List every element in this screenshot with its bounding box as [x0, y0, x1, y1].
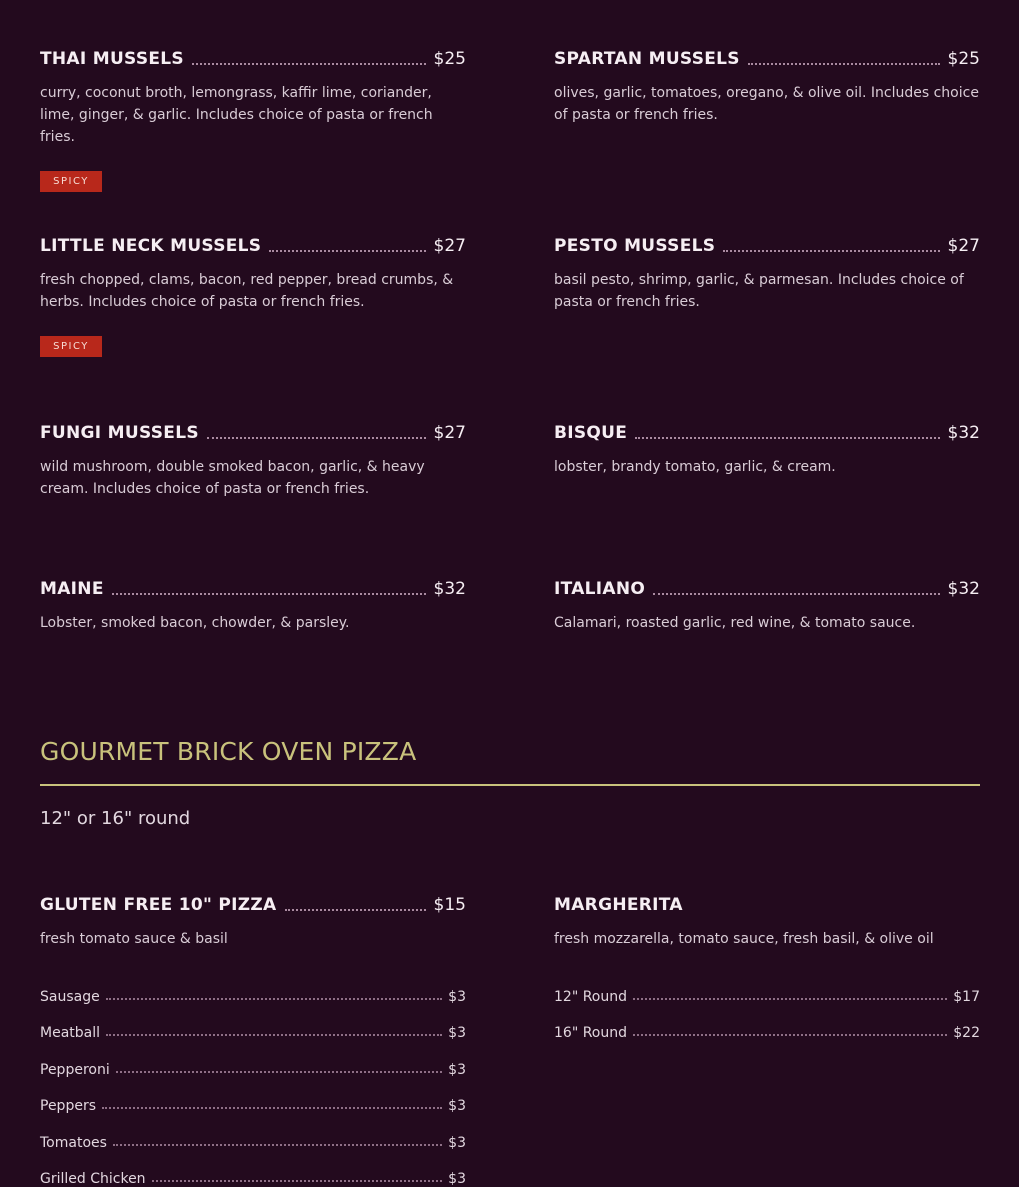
size-price: $22 — [953, 1025, 980, 1041]
addon-name: Tomatoes — [40, 1135, 107, 1151]
dot-leader — [269, 249, 425, 252]
item-price: $15 — [434, 895, 466, 915]
item-price: $27 — [434, 423, 466, 443]
dot-leader — [635, 436, 939, 439]
spicy-badge: SPICY — [40, 171, 102, 192]
dot-leader — [106, 1033, 442, 1036]
item-description: wild mushroom, double smoked bacon, garlic, & heavy cream. Includes choice of pasta or french fries. — [40, 456, 466, 500]
addon-price: $3 — [448, 1135, 466, 1151]
item-name: THAI MUSSELS — [40, 49, 184, 69]
addon-price: $3 — [448, 1098, 466, 1114]
addon-name: Peppers — [40, 1098, 96, 1114]
menu-item-margherita — [554, 895, 980, 1041]
item-description: fresh mozzarella, tomato sauce, fresh basil, & olive oil — [554, 928, 980, 950]
item-header — [40, 236, 466, 256]
item-price: $27 — [948, 236, 980, 256]
dot-leader — [152, 1179, 443, 1182]
item-name: GLUTEN FREE 10" PIZZA — [40, 895, 277, 915]
item-description: lobster, brandy tomato, garlic, & cream. — [554, 456, 980, 478]
item-name: LITTLE NECK MUSSELS — [40, 236, 261, 256]
item-header — [554, 423, 980, 443]
item-description: curry, coconut broth, lemongrass, kaffir lime, coriander, lime, ginger, & garlic. Includes choice of pasta or french fries. — [40, 82, 466, 148]
list-item — [40, 1114, 466, 1151]
item-price: $27 — [434, 236, 466, 256]
list-item — [40, 1078, 466, 1115]
dot-leader — [116, 1070, 442, 1073]
item-name: SPARTAN MUSSELS — [554, 49, 740, 69]
section-subtitle: 12" or 16" round — [40, 808, 190, 829]
item-price: $25 — [948, 49, 980, 69]
addon-name: Meatball — [40, 1025, 100, 1041]
item-header — [40, 423, 466, 443]
menu-item-little-neck-mussels — [40, 236, 466, 357]
item-description: Lobster, smoked bacon, chowder, & parsley. — [40, 612, 466, 634]
menu-item-italiano — [554, 579, 980, 634]
list-item — [40, 1005, 466, 1042]
menu-item-maine — [40, 579, 466, 634]
dot-leader — [113, 1143, 442, 1146]
item-price: $25 — [434, 49, 466, 69]
spicy-badge: SPICY — [40, 336, 102, 357]
item-header — [554, 895, 980, 915]
size-name: 12" Round — [554, 989, 627, 1005]
item-header — [554, 49, 980, 69]
addon-price: $3 — [448, 1025, 466, 1041]
addon-price: $3 — [448, 989, 466, 1005]
menu-item-thai-mussels — [40, 49, 466, 192]
menu-item-fungi-mussels — [40, 423, 466, 500]
size-price: $17 — [953, 989, 980, 1005]
dot-leader — [285, 908, 426, 911]
size-name: 16" Round — [554, 1025, 627, 1041]
item-name: FUNGI MUSSELS — [40, 423, 199, 443]
dot-leader — [112, 592, 426, 595]
item-name: MAINE — [40, 579, 104, 599]
menu-item-spartan-mussels — [554, 49, 980, 126]
addon-name: Pepperoni — [40, 1062, 110, 1078]
dot-leader — [633, 997, 947, 1000]
item-header — [40, 49, 466, 69]
dot-leader — [192, 62, 426, 65]
addon-price: $3 — [448, 1171, 466, 1187]
list-item — [554, 1005, 980, 1042]
size-list — [554, 968, 980, 1041]
menu-item-bisque — [554, 423, 980, 478]
addon-name: Grilled Chicken — [40, 1171, 146, 1187]
list-item — [40, 1041, 466, 1078]
list-item — [40, 968, 466, 1005]
item-description: fresh tomato sauce & basil — [40, 928, 466, 950]
item-description: Calamari, roasted garlic, red wine, & tomato sauce. — [554, 612, 980, 634]
addon-list — [40, 968, 466, 1187]
item-description: fresh chopped, clams, bacon, red pepper, bread crumbs, & herbs. Includes choice of pasta or french fries. — [40, 269, 466, 313]
item-header — [554, 579, 980, 599]
list-item — [40, 1151, 466, 1187]
dot-leader — [102, 1106, 442, 1109]
item-price: $32 — [434, 579, 466, 599]
item-header — [40, 895, 466, 915]
item-name: PESTO MUSSELS — [554, 236, 715, 256]
item-header — [40, 579, 466, 599]
addon-price: $3 — [448, 1062, 466, 1078]
item-price: $32 — [948, 579, 980, 599]
item-name: ITALIANO — [554, 579, 645, 599]
item-header — [554, 236, 980, 256]
menu-item-pesto-mussels — [554, 236, 980, 313]
item-description: olives, garlic, tomatoes, oregano, & olive oil. Includes choice of pasta or french fries. — [554, 82, 980, 126]
menu-item-gluten-free-pizza — [40, 895, 466, 1187]
dot-leader — [748, 62, 940, 65]
item-description: basil pesto, shrimp, garlic, & parmesan. Includes choice of pasta or french fries. — [554, 269, 980, 313]
dot-leader — [653, 592, 939, 595]
list-item — [554, 968, 980, 1005]
section-divider — [40, 784, 980, 786]
dot-leader — [633, 1033, 947, 1036]
dot-leader — [723, 249, 939, 252]
item-price: $32 — [948, 423, 980, 443]
section-title: GOURMET BRICK OVEN PIZZA — [40, 737, 416, 766]
item-name: BISQUE — [554, 423, 627, 443]
item-name: MARGHERITA — [554, 895, 683, 915]
addon-name: Sausage — [40, 989, 100, 1005]
dot-leader — [207, 436, 426, 439]
dot-leader — [106, 997, 442, 1000]
